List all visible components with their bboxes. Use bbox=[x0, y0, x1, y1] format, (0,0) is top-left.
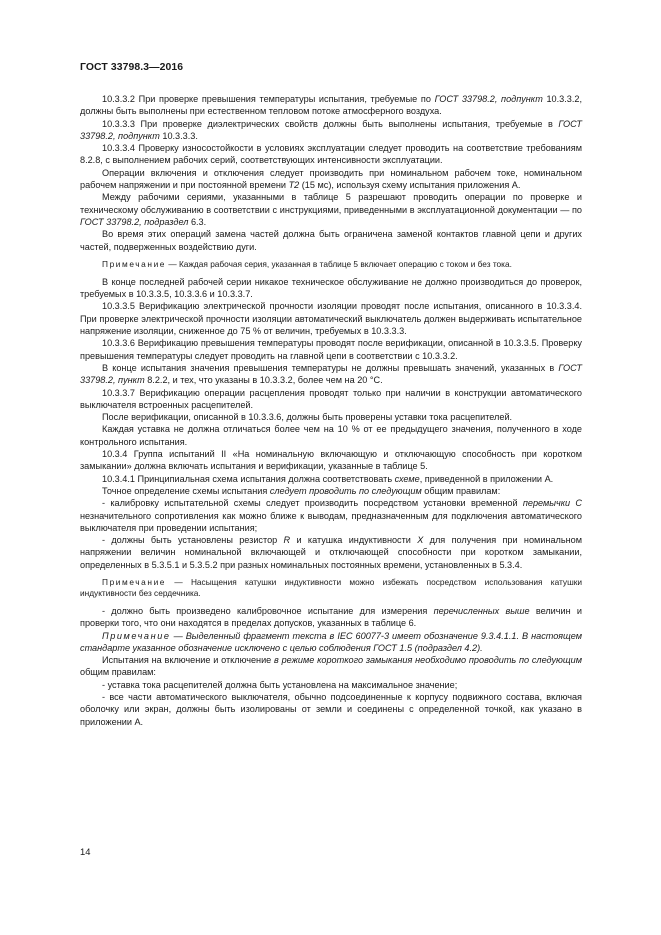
paragraph-10-3-4: 10.3.4 Группа испытаний II «На номинальную включающую и отключающую способность при коротком замыкании» должна включать испытания и верификации, указанные в таблице 5. bbox=[80, 449, 582, 472]
list-item: - калибровку испытательной схемы следует производить посредством установки временной перемычки С незначительного сопротивления как можно ближе к выводам, предназначенным для подключения автоматического выключателя при проведении испытания; bbox=[80, 498, 582, 533]
paragraph: Между рабочими сериями, указанными в таблице 5 разрешают проводить операции по проверке и техническому обслуживанию в соответствии с инструкциями, приведенными в эксплуатационной документации — по ГОСТ 33798.2, подраздел 6.3. bbox=[80, 192, 582, 227]
note-italic: Примечание — Выделенный фрагмент текста в IEC 60077-3 имеет обозначение 9.3.4.1.1. В настоящем стандарте указанное обозначение исключено с целью соблюдения ГОСТ 1.5 (подраздел 4.2). bbox=[80, 630, 582, 653]
note: Примечание — Насыщения катушки индуктивности можно избежать посредством использования катушки индуктивности без сердечника. bbox=[80, 576, 582, 598]
paragraph: Точное определение схемы испытания следует проводить по следующим общим правилам: bbox=[102, 485, 501, 496]
paragraph-10-3-3-5: 10.3.3.5 Верификацию электрической прочности изоляции проводят после испытания, описанного в 10.3.3.4. При проверке электрической прочности изоляции автоматический выключатель должен выдерживать испытательное напряжение изоляции, сниженное до 75 % от величин, требуемых в 10.3.3.3. bbox=[80, 301, 582, 337]
paragraph: Испытания на включение и отключение в режиме короткого замыкания необходимо проводить по следующим общим правилам: bbox=[80, 655, 582, 678]
document-page bbox=[80, 62, 582, 728]
note: Примечание — Каждая рабочая серия, указанная в таблице 5 включает операцию с током и без тока. bbox=[102, 258, 512, 269]
paragraph-10-3-3-3: 10.3.3.3 При проверке диэлектрических свойств должны быть выполнены испытания, требуемые в ГОСТ 33798.2, подпункт 10.3.3.3. bbox=[80, 118, 582, 141]
document-body bbox=[80, 93, 582, 728]
paragraph-10-3-3-2: 10.3.3.2 При проверке превышения температуры испытания, требуемые по ГОСТ 33798.2, подпункт 10.3.3.2, должны быть выполнены при естественном тепловом потоке атмосферного воздуха. bbox=[80, 94, 582, 117]
list-item: - должно быть произведено калибровочное испытание для измерения перечисленных выше величин и проверки того, что они находятся в пределах допусков, указанных в таблице 6. bbox=[80, 605, 583, 629]
paragraph-10-3-3-6: 10.3.3.6 Верификацию превышения температуры проводят после верификации, описанной в 10.3.3.5. Проверку превышения температуры следует проводить на главной цепи в соответствии с 10.3.3.2. bbox=[80, 338, 582, 361]
page-number: 14 bbox=[80, 846, 91, 857]
document-header: ГОСТ 33798.3—2016 bbox=[80, 62, 184, 73]
paragraph: После верификации, описанной в 10.3.3.6, должны быть проверены уставки тока расцепителей. bbox=[102, 412, 513, 423]
paragraph: В конце последней рабочей серии никакое техническое обслуживание не должно производиться до проверок, требуемых в 10.3.3.5, 10.3.3.6 и 10.3.3.7. bbox=[80, 276, 582, 300]
list-item: - все части автоматического выключателя, обычно подсоединенные к корпусу подвижного состава, включая оболочку или экран, должны быть изолированы от земли и соединены с определенной точкой, как указано в приложении А. bbox=[80, 692, 582, 727]
paragraph-10-3-3-4: 10.3.3.4 Проверку износостойкости в условиях эксплуатации следует проводить на соответствие требованиям 8.2.8, с выполнением рабочих серий, соответствующих интенсивности эксплуатации. bbox=[80, 143, 582, 166]
paragraph-10-3-3-7: 10.3.3.7 Верификацию операции расцепления проводят только при наличии в конструкции автоматического выключателя встроенных расцепителей. bbox=[80, 387, 582, 410]
paragraph: В конце испытания значения превышения температуры не должны превышать значений, указанных в ГОСТ 33798.2, пункт 8.2.2, и тех, что указаны в 10.3.3.2, более чем на 20 °С. bbox=[80, 362, 582, 386]
paragraph: Каждая уставка не должна отличаться более чем на 10 % от ее предыдущего значения, полученного в ходе контрольного испытания. bbox=[80, 424, 582, 447]
list-item: - должны быть установлены резистор R и катушка индуктивности X для получения при номинальном напряжении величин номинальной включающей и отключающей способности при коротком замыкании, определенных в 5.3.5.1 и 5.3.5.2 при разных номинальных постоянных времени, установленных в 5.3.4. bbox=[80, 535, 582, 570]
paragraph-10-3-4-1: 10.3.4.1 Принципиальная схема испытания должна соответствовать схеме, приведенной в приложении А. bbox=[102, 473, 554, 484]
paragraph: Операции включения и отключения следует производить при номинальном рабочем токе, номинальном рабочем напряжении и при постоянной времени Т2 (15 мс), используя схему испытания приложения А. bbox=[80, 167, 582, 191]
paragraph: Во время этих операций замена частей должна быть ограничена заменой контактов главной цепи и других частей, подверженных воздействию дуги. bbox=[80, 229, 582, 252]
list-item: - уставка тока расцепителей должна быть установлена на максимальное значение; bbox=[102, 679, 458, 690]
